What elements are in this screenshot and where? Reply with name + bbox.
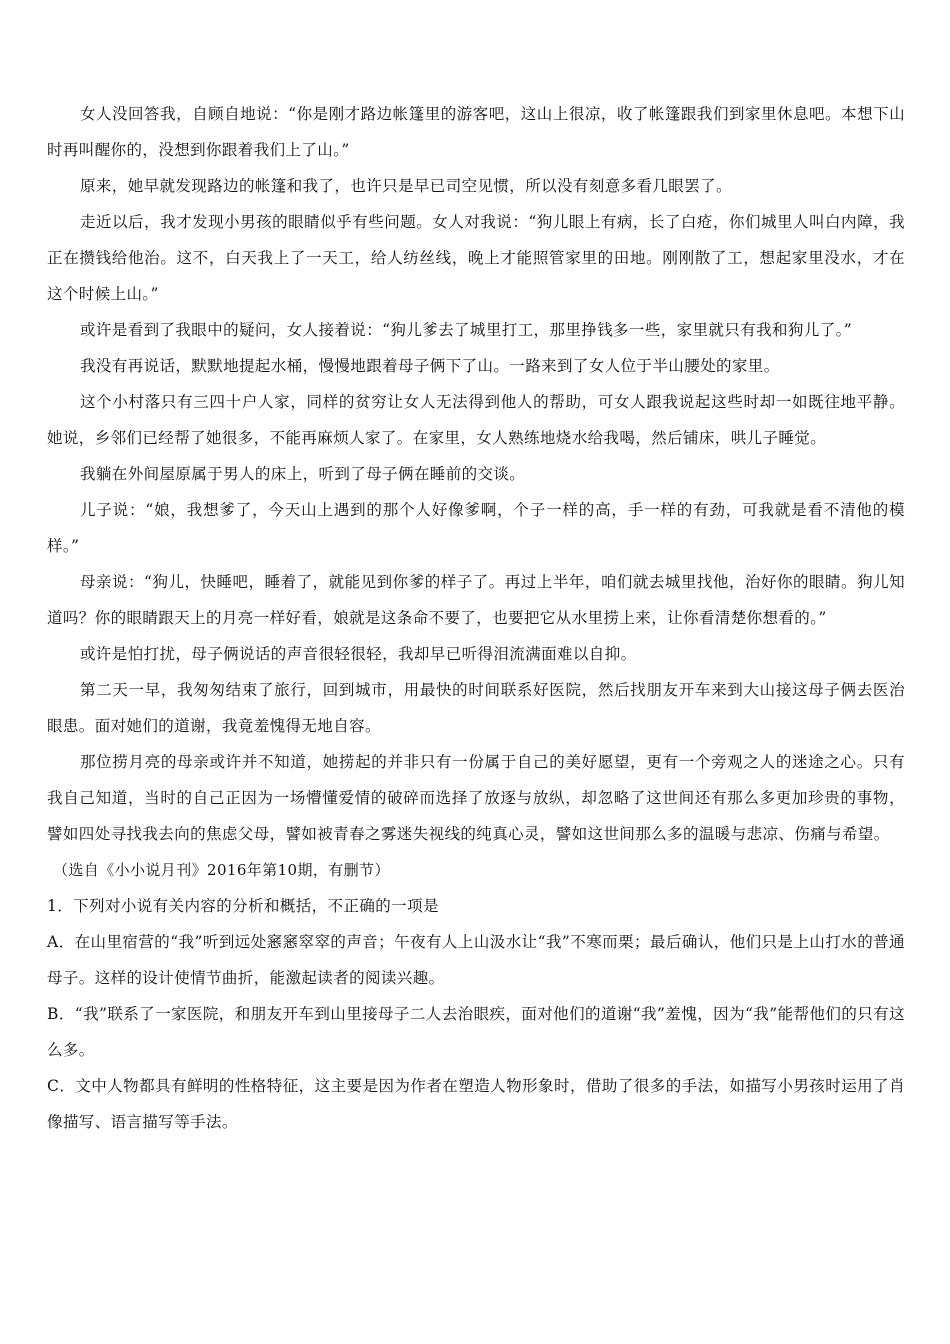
passage-paragraph: 女人没回答我，自顾自地说：“你是刚才路边帐篷里的游客吧，这山上很凉，收了帐篷跟我们到家里休息吧。本想下山时再叫醒你的，没想到你跟着我们上了山。” (47, 105, 905, 159)
source-citation: （选自《小小说月刊》2016年第10期，有删节） (53, 861, 390, 879)
document-page (47, 96, 905, 1140)
question-option-c: C．文中人物都具有鲜明的性格特征，这主要是因为作者在塑造人物形象时，借助了很多的手法，如描写小男孩时运用了肖像描写、语言描写等手法。 (47, 1077, 905, 1131)
passage-paragraph: 或许是怕打扰，母子俩说话的声音很轻很轻，我却早已听得泪流满面难以自抑。 (80, 645, 637, 663)
passage-paragraph: 母亲说：“狗儿，快睡吧，睡着了，就能见到你爹的样子了。再过上半年，咱们就去城里找他，治好你的眼睛。狗儿知道吗？你的眼睛跟天上的月亮一样好看，娘就是这条命不要了，也要把它从水里捞上来，让你看清楚你想看的。” (47, 573, 905, 627)
passage-paragraph: 这个小村落只有三四十户人家，同样的贫穷让女人无法得到他人的帮助，可女人跟我说起这些时却一如既往地平静。她说，乡邻们已经帮了她很多，不能再麻烦人家了。在家里，女人熟练地烧水给我喝，然后铺床，哄儿子睡觉。 (47, 393, 905, 447)
passage-paragraph: 我躺在外间屋原属于男人的床上，听到了母子俩在睡前的交谈。 (80, 465, 526, 483)
question-option-a: A．在山里宿营的“我”听到远处窸窸窣窣的声音；午夜有人上山汲水让“我”不寒而栗；最后确认，他们只是上山打水的普通母子。这样的设计使情节曲折，能激起读者的阅读兴趣。 (47, 933, 905, 987)
passage-paragraph: 第二天一早，我匆匆结束了旅行，回到城市，用最快的时间联系好医院，然后找朋友开车来到大山接这母子俩去医治眼患。面对她们的道谢，我竟羞愧得无地自容。 (47, 681, 905, 735)
question-option-b: B．“我”联系了一家医院，和朋友开车到山里接母子二人去治眼疾，面对他们的道谢“我”羞愧，因为“我”能帮他们的只有这么多。 (47, 1005, 905, 1059)
question-stem: 1．下列对小说有关内容的分析和概括，不正确的一项是 (47, 897, 439, 915)
passage-paragraph: 我没有再说话，默默地提起水桶，慢慢地跟着母子俩下了山。一路来到了女人位于半山腰处的家里。 (80, 357, 780, 375)
passage-paragraph: 原来，她早就发现路边的帐篷和我了，也许只是早已司空见惯，所以没有刻意多看几眼罢了。 (80, 177, 732, 195)
passage-paragraph: 或许是看到了我眼中的疑问，女人接着说：“狗儿爹去了城里打工，那里挣钱多一些，家里就只有我和狗儿了。” (80, 321, 853, 339)
passage-paragraph: 儿子说：“娘，我想爹了，今天山上遇到的那个人好像爹啊，个子一样的高，手一样的有劲，可我就是看不清他的模样。” (47, 501, 905, 555)
passage-paragraph: 那位捞月亮的母亲或许并不知道，她捞起的并非只有一份属于自己的美好愿望，更有一个旁观之人的迷途之心。只有我自己知道，当时的自己正因为一场懵懂爱情的破碎而选择了放逐与放纵，却忽略了这世间还有那么多更加珍贵的事物，譬如四处寻找我去向的焦虑父母，譬如被青春之雾迷失视线的纯真心灵，譬如这世间那么多的温暖与悲凉、伤痛与希望。 (47, 753, 905, 843)
passage-paragraph: 走近以后，我才发现小男孩的眼睛似乎有些问题。女人对我说：“狗儿眼上有病，长了白疮，你们城里人叫白内障，我正在攒钱给他治。这不，白天我上了一天工，给人纺丝线，晚上才能照管家里的田地。刚刚散了工，想起家里没水，才在这个时候上山。” (47, 213, 905, 303)
